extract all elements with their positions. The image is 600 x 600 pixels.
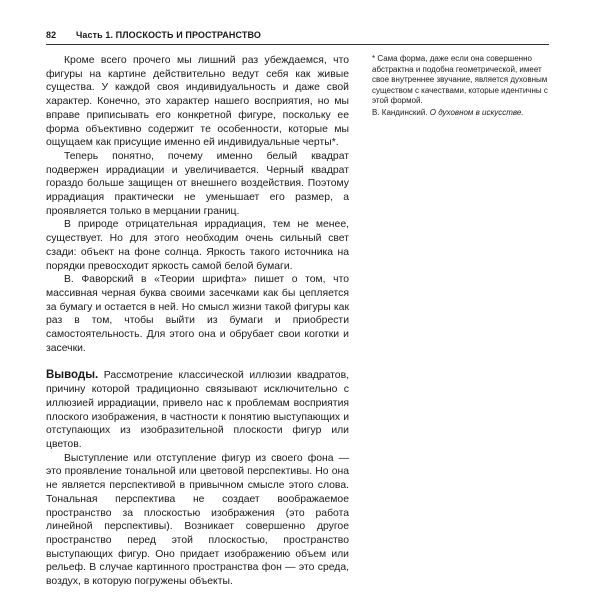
conclusion-paragraph: [46, 369, 349, 451]
conclusion-heading: Выводы.: [46, 369, 99, 382]
footnote-text: * Сама форма, даже если она совершенно абстрактна и подобна геометрической, имеет свое внутреннее звучание, является духовным существом с качествами, которые идентичны с этой формой.: [372, 54, 548, 106]
body-paragraph: Теперь понятно, почему именно белый квадрат подвержен иррадиации и увеличивается. Черный квадрат гораздо больше защищен от внешнего воздействия. Поэтому иррадиация практически не уменьшает его размер, а проявляется только в мерцании границ.: [46, 150, 349, 217]
footnote-attribution: [372, 108, 548, 119]
main-text-column: [46, 54, 349, 589]
header-rule: [46, 44, 549, 45]
margin-footnote: [372, 54, 548, 119]
body-paragraph: В природе отрицательная иррадиация, тем не менее, существует. Но для этого необходим очень сильный свет сзади: объект на фоне солнца. Яркость такого источника на порядки превосходит яркость самой белой бумаги.: [46, 219, 349, 272]
footnote-author: В. Кандинский.: [372, 107, 430, 117]
body-paragraph: В. Фаворский в «Теории шрифта» пишет о том, что массивная черная буква своими засечками как бы цепляется за бумагу и остается в ней. Но смысл жизни такой фигуры как раз в том, чтобы выйти из бумаги и приобрести самостоятельность. Для этого она и обрубает свои коготки и засечки.: [46, 274, 349, 354]
footnote-book-title: О духовном в искусстве.: [429, 107, 524, 117]
body-paragraph: Кроме всего прочего мы лишний раз убеждаемся, что фигуры на картине действительно ведут себя как живые существа. У каждой своя индивидуальность и даже свой характер. Конечно, это характер нашего восприятия, но мы вправе приписывать его конкретной фигуре, поскольку ее форма объективно содержит те особенности, которые мы ощущаем как присущие именно ей индивидуальные черты*.: [46, 55, 349, 149]
page-number: 82: [46, 30, 57, 40]
conclusion-text: Рассмотрение классической иллюзии квадратов, причину которой традиционно связывают исключительно с иллюзией иррадиации, привело нас к проблемам восприятия плоского изображения, в частности к понятию выступающих и отступающих из изобразительной плоскости фигур или цветов.: [46, 370, 349, 450]
running-title: Часть 1. ПЛОСКОСТЬ И ПРОСТРАНСТВО: [76, 30, 261, 40]
body-paragraph: Выступление или отступление фигур из своего фона — это проявление тональной или цветовой перспективы. Но она не является перспективой в привычном смысле этого слова. Тональная перспектива не создает воображаемое пространство за плоскостью изображения (это работа линейной перспективы). Возникает совершенно другое пространство перед этой плоскостью, пространство выступающих фигур. Оно придает изображению объем или рельеф. В случае картинного пространства фон — это среда, воздух, в которую погружены объекты.: [46, 452, 349, 588]
running-header: [46, 30, 549, 44]
